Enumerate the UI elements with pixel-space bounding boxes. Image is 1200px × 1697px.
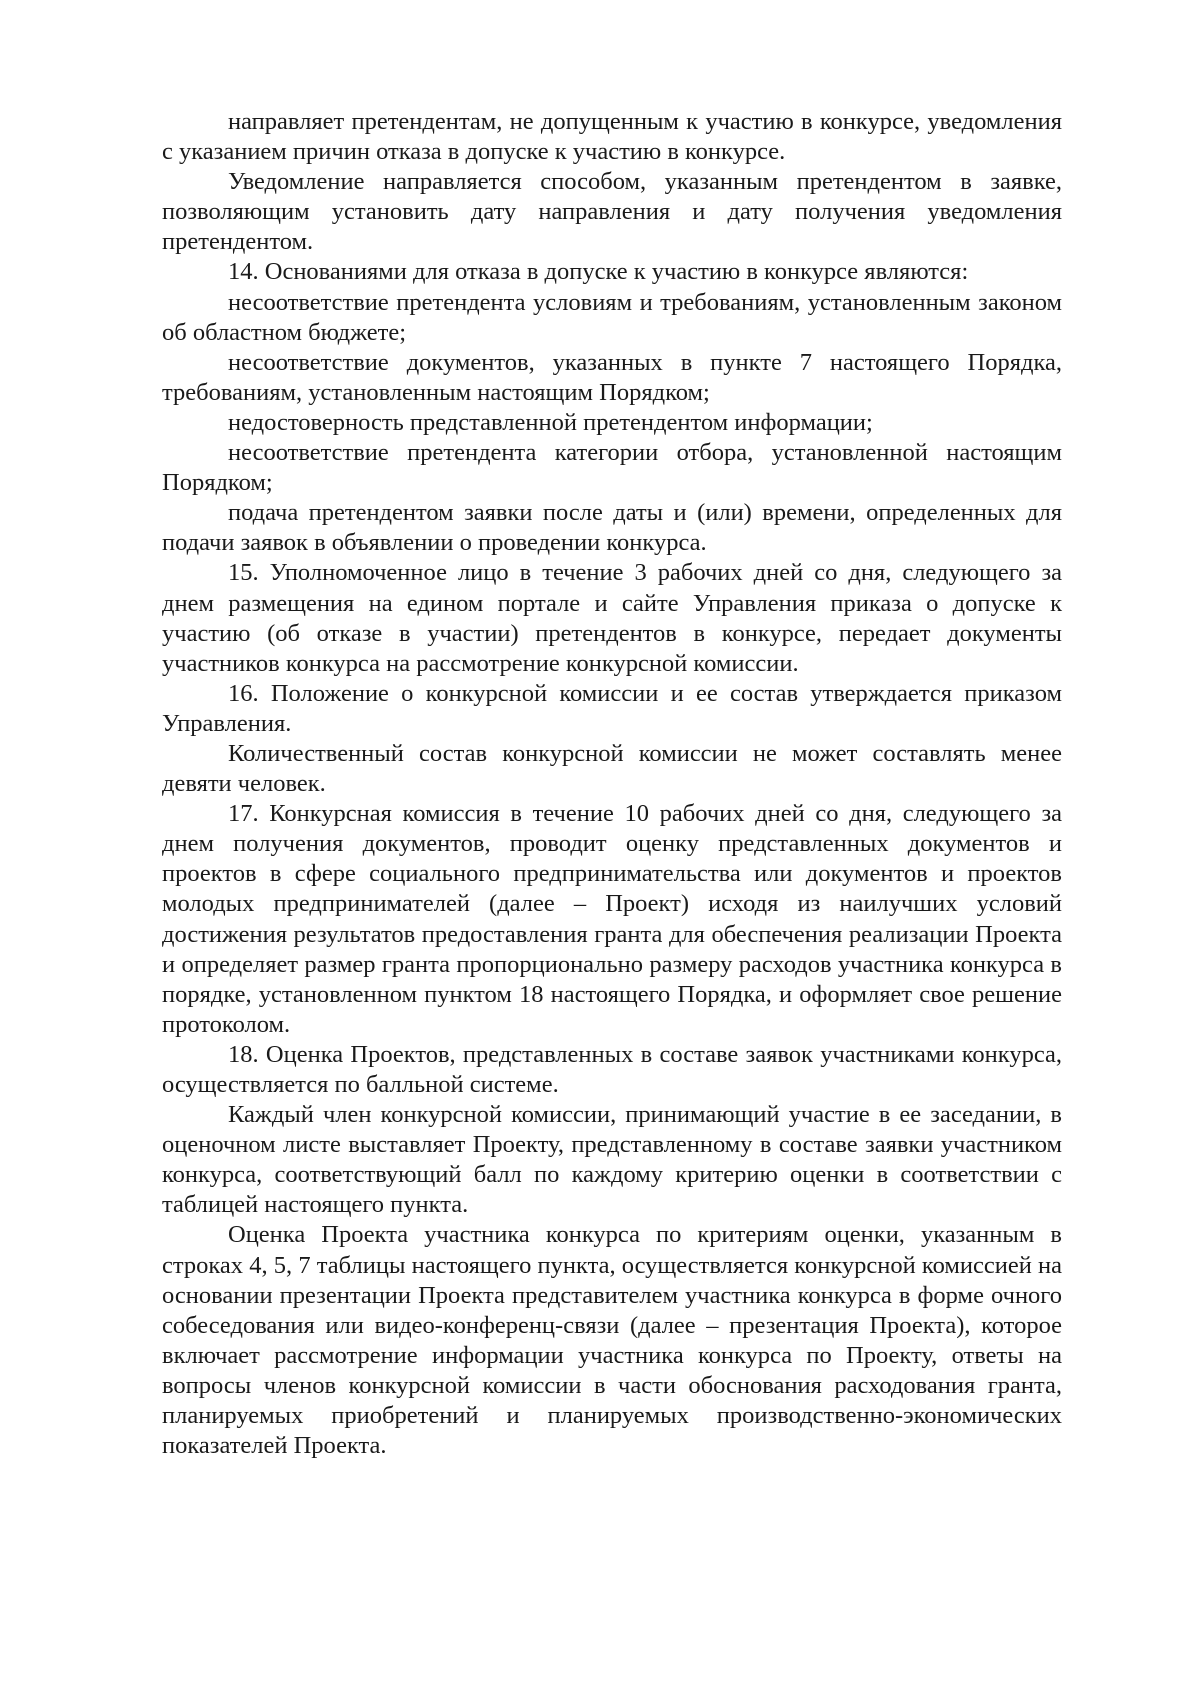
paragraph-presentation: Оценка Проекта участника конкурса по критериям оценки, указанным в строках 4, 5, 7 таблицы настоящего пункта, осуществляется конкурсной комиссией на основании презентации Проекта представителем участника конкурса в форме очного собеседования или видео-конференц-связи (далее – презентация Проекта), которое включает рассмотрение информации участника конкурса по Проекту, ответы на вопросы членов конкурсной комиссии в части обоснования расходования гранта, планируемых приобретений и планируемых производственно-экономических показателей Проекта. — [162, 1221, 1062, 1460]
paragraph-15-transfer: 15. Уполномоченное лицо в течение 3 рабочих дней со дня, следующего за днем размещения на едином портале и сайте Управления приказа о допуске к участию (об отказе в участии) претендентов в конкурсе, передает документы участников конкурса на рассмотрение конкурсной комиссии. — [162, 559, 1062, 677]
paragraph-16-commission: 16. Положение о конкурсной комиссии и ее состав утверждается приказом Управления. — [162, 679, 1062, 737]
paragraph-notice-method: Уведомление направляется способом, указанным претендентом в заявке, позволяющим установить дату направления и дату получения уведомления претендентом. — [162, 168, 1062, 256]
paragraph-17-evaluation: 17. Конкурсная комиссия в течение 10 рабочих дней со дня, следующего за днем получения документов, проводит оценку представленных документов и проектов в сфере социального предпринимательства или документов и проектов молодых предпринимателей (далее – Проект) исходя из наилучших условий достижения результатов предоставления гранта для обеспечения реализации Проекта и определяет размер гранта пропорционально размеру расходов участника конкурса в порядке, установленном пунктом 18 настоящего Порядка, и оформляет свое решение протоколом. — [162, 800, 1062, 1038]
paragraph-commission-size: Количественный состав конкурсной комиссии не может составлять менее девяти человек. — [162, 739, 1062, 798]
paragraph-18-scoring: 18. Оценка Проектов, представленных в составе заявок участниками конкурса, осуществляется по балльной системе. — [162, 1040, 1062, 1098]
paragraph-rejection-notice: направляет претендентам, не допущенным к участию в конкурсе, уведомления с указанием причин отказа в допуске к участию в конкурсе. — [162, 108, 1062, 166]
paragraph-ground-unreliable-info: недостоверность представленной претендентом информации; — [228, 408, 873, 436]
paragraph-ground-conditions: несоответствие претендента условиям и требованиям, установленным законом об областном бюджете; — [162, 288, 1062, 346]
document-body — [162, 107, 1062, 1461]
paragraph-14-grounds: 14. Основаниями для отказа в допуске к участию в конкурсе являются: — [228, 258, 969, 286]
paragraph-ground-category: несоответствие претендента категории отбора, установленной настоящим Порядком; — [162, 439, 1062, 497]
paragraph-ground-late-submission: подача претендентом заявки после даты и (или) времени, определенных для подачи заявок в объявлении о проведении конкурса. — [162, 499, 1062, 557]
paragraph-member-scoring: Каждый член конкурсной комиссии, принимающий участие в ее заседании, в оценочном листе выставляет Проекту, представленному в составе заявки участником конкурса, соответствующий балл по каждому критерию оценки в соответствии с таблицей настоящего пункта. — [162, 1101, 1062, 1219]
paragraph-ground-documents: несоответствие документов, указанных в пункте 7 настоящего Порядка, требованиям, установленным настоящим Порядком; — [162, 348, 1062, 406]
